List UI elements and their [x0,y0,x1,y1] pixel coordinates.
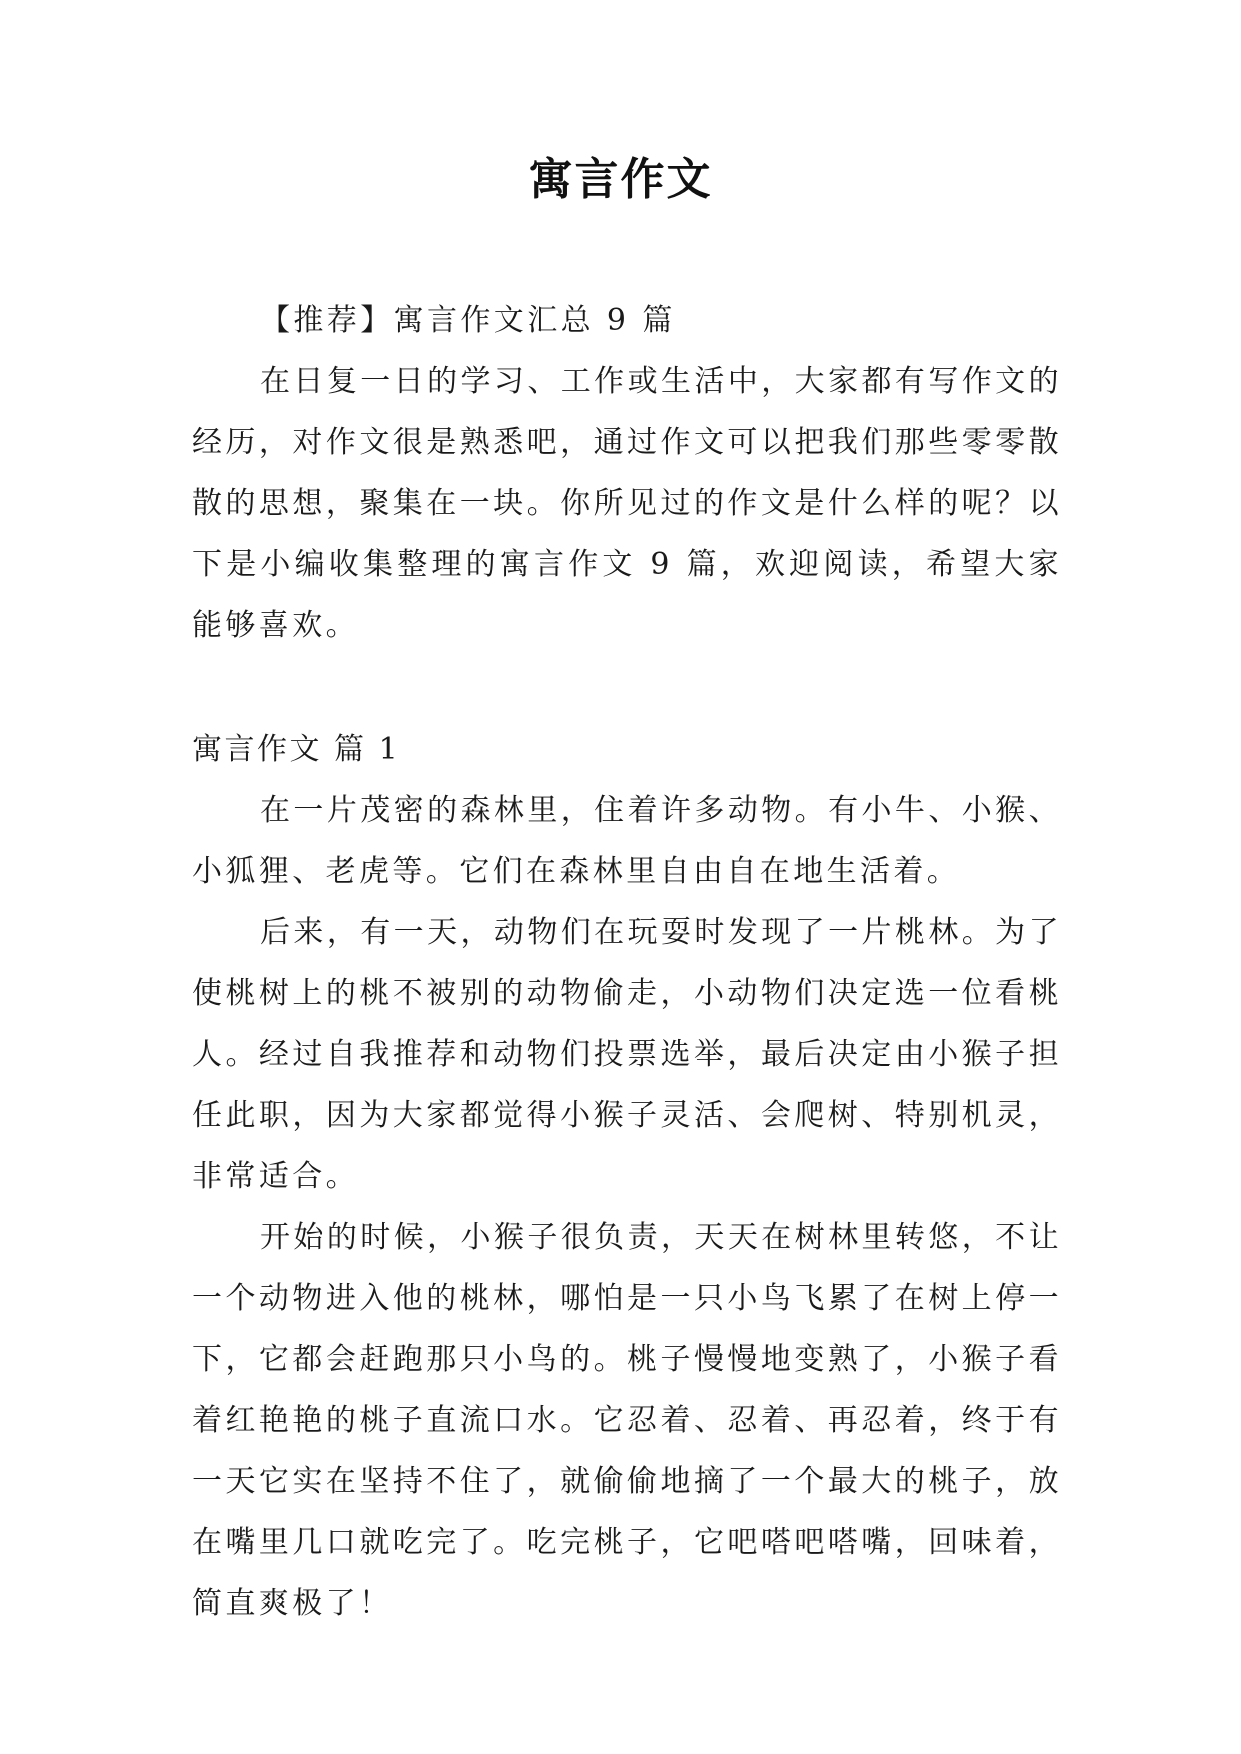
section-heading: 寓言作文 篇 1 [192,732,401,767]
section-spacer [192,656,1062,719]
document-subtitle: 【推荐】寓言作文汇总 9 篇 [260,303,676,338]
section-paragraph: 后来，有一天，动物们在玩耍时发现了一片桃林。为了使桃树上的桃不被别的动物偷走，小动物们决定选一位看桃人。经过自我推荐和动物们投票选举，最后决定由小猴子担任此职，因为大家都觉得小猴子灵活、会爬树、特别机灵，非常适合。 [192,915,1062,1194]
document-body [192,290,1062,1634]
section-paragraph: 开始的时候，小猴子很负责，天天在树林里转悠，不让一个动物进入他的桃林，哪怕是一只小鸟飞累了在树上停一下，它都会赶跑那只小鸟的。桃子慢慢地变熟了，小猴子看着红艳艳的桃子直流口水。它忍着、忍着、再忍着，终于有一天它实在坚持不住了，就偷偷地摘了一个最大的桃子，放在嘴里几口就吃完了。吃完桃子，它吧嗒吧嗒嘴，回味着，简直爽极了！ [192,1220,1062,1621]
intro-paragraph: 在日复一日的学习、工作或生活中，大家都有写作文的经历，对作文很是熟悉吧，通过作文可以把我们那些零零散散的思想，聚集在一块。你所见过的作文是什么样的呢？以下是小编收集整理的寓言作文 9 篇，欢迎阅读，希望大家能够喜欢。 [192,364,1062,643]
section-paragraph: 在一片茂密的森林里，住着许多动物。有小牛、小猴、小狐狸、老虎等。它们在森林里自由自在地生活着。 [192,793,1062,889]
document-title: 寓言作文 [528,154,713,205]
